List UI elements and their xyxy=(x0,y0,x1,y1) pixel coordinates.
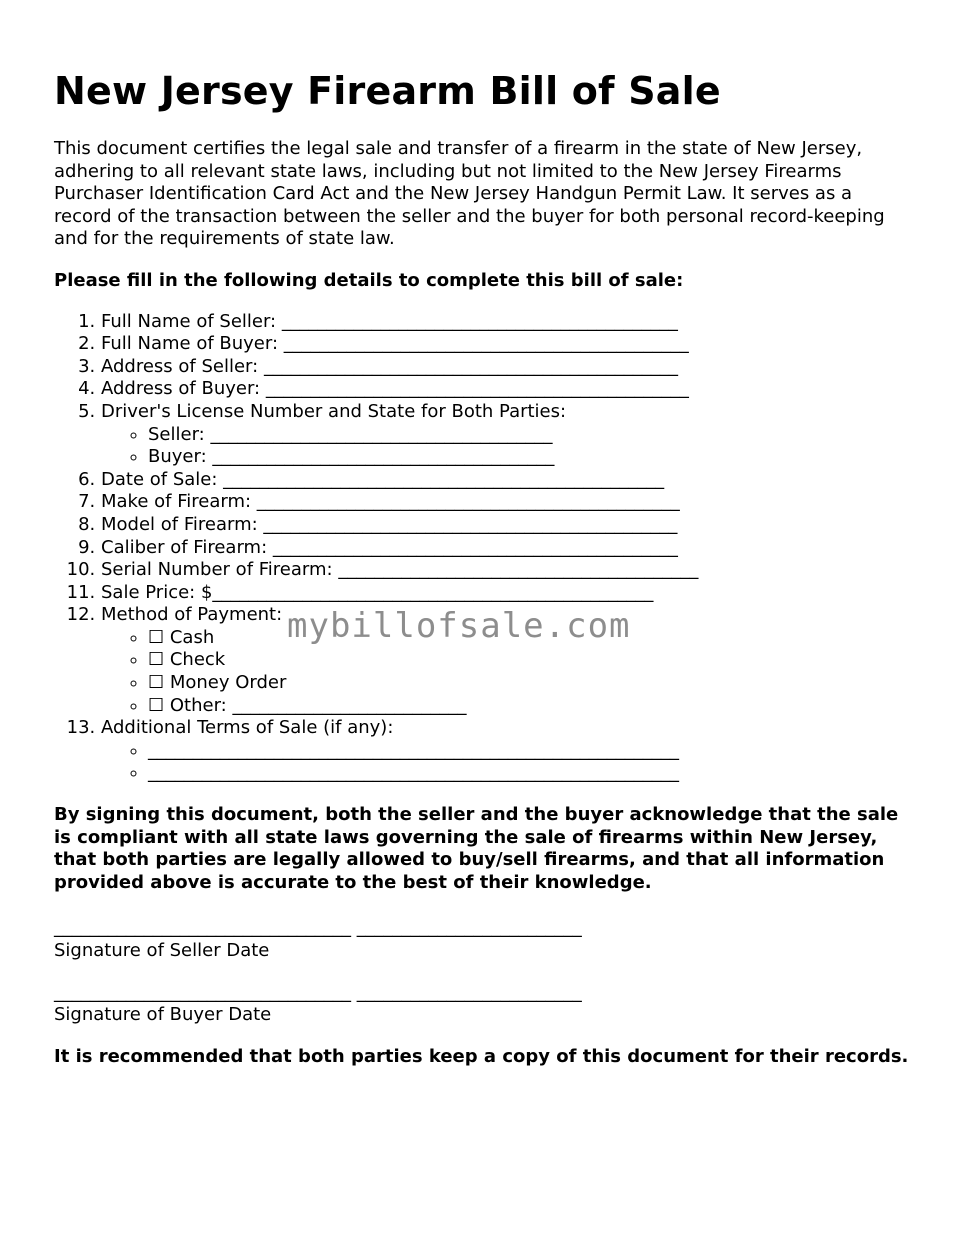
watermark: mybillofsale.com xyxy=(287,606,631,646)
list-item xyxy=(101,333,914,356)
intro-paragraph: This document certifies the legal sale and transfer of a firearm in the state of New Jersey, adhering to all relevant state laws, including but not limited to the New Jersey Firearms Purchaser Identification Card Act and the New Jersey Handgun Permit Law. It serves as a record of the transaction between the seller and the buyer for both personal record-keeping and for the requirements of state law. xyxy=(54,138,885,250)
seller-name-label: Full Name of Seller: xyxy=(101,310,277,332)
seller-date-line[interactable]: _________________________ xyxy=(356,917,582,939)
seller-address-field[interactable]: ______________________________________________ xyxy=(263,355,678,377)
list-item xyxy=(101,311,914,334)
other-label: ☐ Other: xyxy=(148,694,227,716)
caliber-field[interactable]: _____________________________________________ xyxy=(272,536,678,558)
document xyxy=(54,64,914,1068)
seller-signature-caption: Signature of Seller Date xyxy=(54,940,270,961)
list-item xyxy=(101,537,914,560)
payment-option-money-order[interactable]: ◦ ☐ Money Order xyxy=(148,672,914,695)
seller-signature-block xyxy=(54,917,914,962)
license-seller-label: Seller: xyxy=(148,423,205,445)
buyer-name-field[interactable]: _____________________________________________ xyxy=(283,333,689,355)
list-item xyxy=(101,582,914,605)
make-field[interactable]: _______________________________________________ xyxy=(256,491,680,513)
caliber-label: Caliber of Firearm: xyxy=(101,536,268,558)
buyer-name-label: Full Name of Buyer: xyxy=(101,333,279,355)
list-item xyxy=(148,424,914,447)
buyer-date-line[interactable]: _________________________ xyxy=(356,981,582,1003)
payment-option-other[interactable] xyxy=(148,695,914,718)
license-seller-field[interactable]: ______________________________________ xyxy=(210,423,553,445)
serial-label: Serial Number of Firearm: xyxy=(101,559,333,581)
list-item xyxy=(148,762,914,785)
payment-label: Method of Payment: xyxy=(101,604,283,626)
list-item xyxy=(101,514,914,537)
terms-label: Additional Terms of Sale (if any): xyxy=(101,717,394,739)
terms-field-1[interactable]: ___________________________________________________________ xyxy=(148,739,679,761)
list-item xyxy=(101,469,914,492)
model-label: Model of Firearm: xyxy=(101,513,258,535)
list-item xyxy=(101,491,914,514)
terms-field-2[interactable]: ___________________________________________________________ xyxy=(148,762,679,784)
price-field[interactable]: _________________________________________________ xyxy=(212,581,654,603)
date-of-sale-field[interactable]: _________________________________________________ xyxy=(223,468,665,490)
list-item xyxy=(101,559,914,582)
seller-name-field[interactable]: ____________________________________________ xyxy=(281,310,678,332)
seller-signature-line[interactable]: _________________________________ xyxy=(54,917,351,939)
buyer-address-field[interactable]: _______________________________________________ xyxy=(265,378,689,400)
buyer-signature-line[interactable]: _________________________________ xyxy=(54,981,351,1003)
list-item xyxy=(148,446,914,469)
list-item xyxy=(101,717,914,785)
acknowledgement: By signing this document, both the seller and the buyer acknowledge that the sale is compliant with all state laws governing the sale of firearms within New Jersey, that both parties are legally allowed to buy/sell firearms, and that all information provided above is accurate to the best of their knowledge. xyxy=(54,804,899,893)
date-of-sale-label: Date of Sale: xyxy=(101,468,218,490)
buyer-signature-caption: Signature of Buyer Date xyxy=(54,1004,272,1026)
buyer-address-label: Address of Buyer: xyxy=(101,378,261,400)
recommendation: It is recommended that both parties keep a copy of this document for their records. xyxy=(54,1045,909,1067)
list-item xyxy=(101,401,914,469)
make-label: Make of Firearm: xyxy=(101,491,252,513)
list-item xyxy=(101,378,914,401)
serial-field[interactable]: ________________________________________ xyxy=(338,559,699,581)
license-label: Driver's License Number and State for Both Parties: xyxy=(101,400,567,422)
list-item xyxy=(101,356,914,379)
license-sublist xyxy=(101,424,914,469)
model-field[interactable]: ______________________________________________ xyxy=(263,513,678,535)
terms-sublist xyxy=(101,740,914,785)
list-item xyxy=(148,740,914,763)
license-buyer-label: Buyer: xyxy=(148,446,207,468)
payment-option-cash[interactable]: ◦ ☐ Cash xyxy=(148,627,914,650)
buyer-signature-block xyxy=(54,982,914,1027)
license-buyer-field[interactable]: ______________________________________ xyxy=(212,446,555,468)
other-field[interactable]: __________________________ xyxy=(232,694,467,716)
instructions: Please fill in the following details to complete this bill of sale: xyxy=(54,269,684,291)
field-list xyxy=(54,311,914,785)
payment-option-check[interactable]: ◦ ☐ Check xyxy=(148,649,914,672)
seller-address-label: Address of Seller: xyxy=(101,355,259,377)
signature-lines xyxy=(54,917,914,940)
page-title: New Jersey Firearm Bill of Sale xyxy=(54,69,721,113)
price-label: Sale Price: $ xyxy=(101,581,213,603)
signature-lines xyxy=(54,982,914,1005)
